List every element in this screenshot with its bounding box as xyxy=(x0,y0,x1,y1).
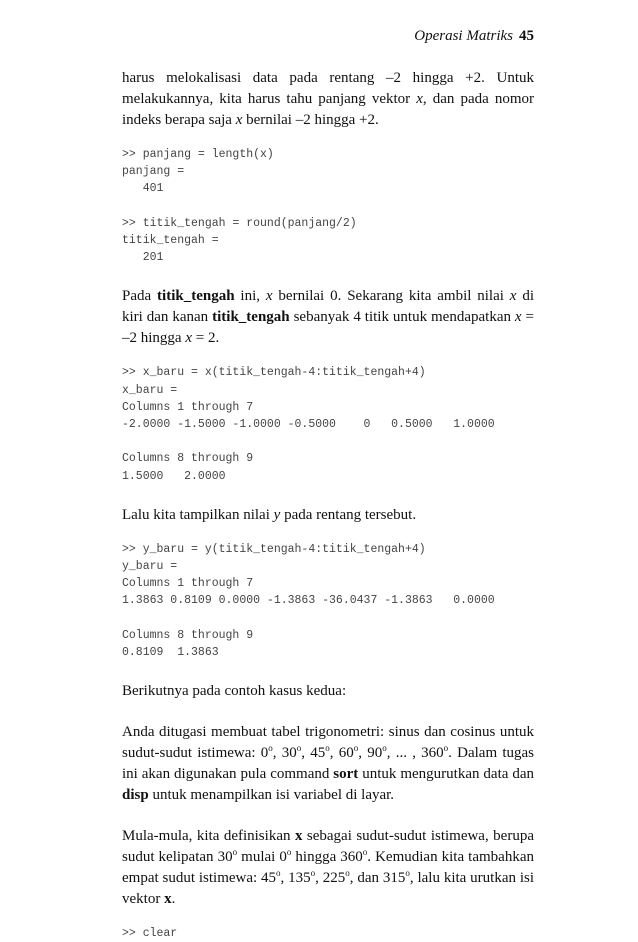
page-body xyxy=(122,68,534,942)
code-block-3: >> y_baru = y(titik_tengah-4:titik_tengah+4) y_baru = Columns 1 through 7 1.3863 0.8109 0.0000 -1.3863 -36.0437 -1.3863 0.0000 Columns 8 through 9 0.8109 1.3863 xyxy=(122,542,495,660)
page-number: 45 xyxy=(519,28,534,44)
paragraph-5: Anda ditugasi membuat tabel trigonometri: sinus dan cosinus untuk sudut-sudut istimewa: 0$^o$, 30$^o$, 45$^o$, 60$^o$, 90$^o$, ... , 360$^o$. Dalam tugas ini akan digunakan pula command sort untuk mengurutkan data dan disp untuk menampilkan isi variabel di layar. xyxy=(122,724,535,804)
code-block-1: >> panjang = length(x) panjang = 401 >> titik_tengah = round(panjang/2) titik_tengah = 201 xyxy=(122,148,357,265)
code-block-4: >> clear xyxy=(122,927,178,941)
running-header xyxy=(414,28,534,45)
paragraph-1: harus melokalisasi data pada rentang –2 hingga +2. Untuk melakukannya, kita harus tahu panjang vektor x, dan pada nomor indeks berapa saja x bernilai –2 hingga +2. xyxy=(122,70,534,128)
code-block-2: >> x_baru = x(titik_tengah-4:titik_tengah+4) x_baru = Columns 1 through 7 -2.0000 -1.5000 -1.0000 -0.5000 0 0.5000 1.0000 Columns 8 through 9 1.5000 2.0000 xyxy=(122,366,495,483)
paragraph-4: Berikutnya pada contoh kasus kedua: xyxy=(122,683,347,700)
chapter-title: Operasi Matriks xyxy=(414,28,513,44)
paragraph-2: Pada titik_tengah ini, x bernilai 0. Sekarang kita ambil nilai x di kiri dan kanan titik_tengah sebanyak 4 titik untuk mendapatkan x = –2 hingga x = 2. xyxy=(122,288,535,347)
paragraph-6: Mula-mula, kita definisikan x sebagai sudut-sudut istimewa, berupa sudut kelipatan 30$^o$ mulai 0$^o$ hingga 360$^o$. Kemudian kita tambahkan empat sudut istimewa: 45$^o$, 135$^o$, 225$^o$, dan 315$^o$, lalu kita urutkan isi vektor x. xyxy=(122,828,535,908)
paragraph-3: Lalu kita tampilkan nilai y pada rentang tersebut. xyxy=(122,506,417,523)
